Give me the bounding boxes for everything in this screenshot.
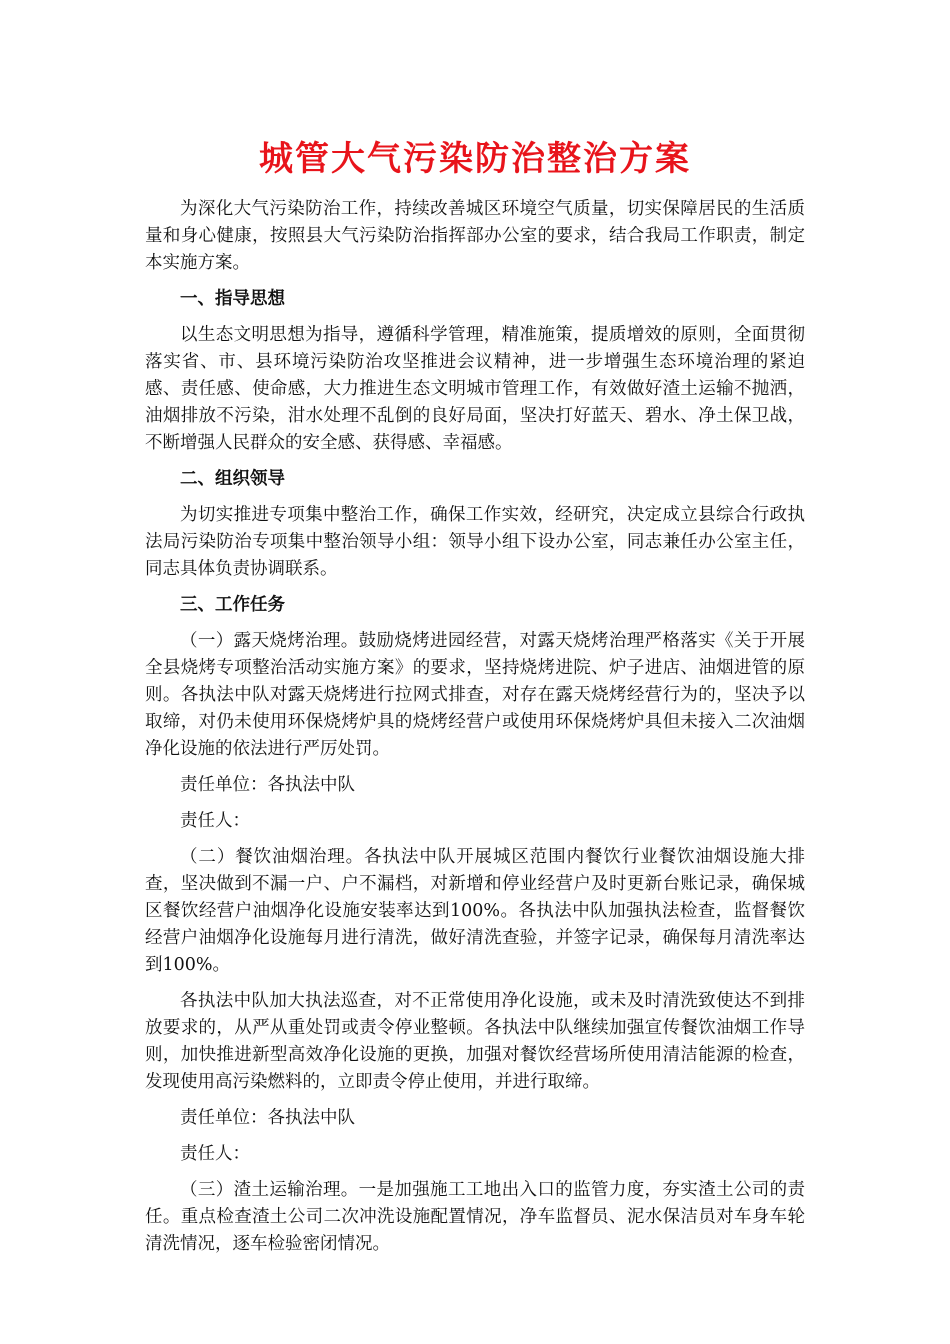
organization-paragraph: 为切实推进专项集中整治工作，确保工作实效，经研究，决定成立县综合行政执法局污染防治专项集中整治领导小组：领导小组下设办公室，同志兼任办公室主任，同志具体负责协调联系。	[145, 505, 805, 579]
guiding-ideology-paragraph: 以生态文明思想为指导，遵循科学管理，精准施策，提质增效的原则，全面贯彻落实省、市、县环境污染防治攻坚推进会议精神，进一步增强生态环境治理的紧迫感、责任感、使命感，大力推进生态文明城市管理工作，有效做好渣土运输不抛洒，油烟排放不污染，泔水处理不乱倒的良好局面，坚决打好蓝天、碧水、净土保卫战，不断增强人民群众的安全感、获得感、幸福感。	[145, 325, 805, 453]
task-bbq-paragraph: （一）露天烧烤治理。鼓励烧烤进园经营，对露天烧烤治理严格落实《关于开展全县烧烤专项整治活动实施方案》的要求，坚持烧烤进院、炉子进店、油烟进管的原则。各执法中队对露天烧烤进行拉网式排查，对存在露天烧烤经营行为的，坚决予以取缔，对仍未使用环保烧烤炉具的烧烤经营户或使用环保烧烤炉具但未接入二次油烟净化设施的依法进行严厉处罚。	[145, 631, 805, 759]
responsible-person-line: 责任人：	[180, 811, 250, 831]
task-catering-paragraph: （二）餐饮油烟治理。各执法中队开展城区范围内餐饮行业餐饮油烟设施大排查，坚决做到不漏一户、户不漏档，对新增和停业经营户及时更新台账记录，确保城区餐饮经营户油烟净化设施安装率达到100%。各执法中队加强执法检查，监督餐饮经营户油烟净化设施每月进行清洗，做好清洗查验，并签字记录，确保每月清洗率达到100%。	[145, 847, 805, 975]
responsible-unit-line: 责任单位：各执法中队	[180, 775, 355, 795]
responsible-person-line: 责任人：	[180, 1144, 250, 1164]
section-heading-guiding-ideology: 一、指导思想	[180, 289, 285, 309]
catering-enforcement-paragraph: 各执法中队加大执法巡查，对不正常使用净化设施，或未及时清洗致使达不到排放要求的，从严从重处罚或责令停业整顿。各执法中队继续加强宣传餐饮油烟工作导则，加快推进新型高效净化设施的更换，加强对餐饮经营场所使用清洁能源的检查，发现使用高污染燃料的，立即责令停止使用，并进行取缔。	[145, 991, 805, 1092]
section-heading-organization: 二、组织领导	[180, 469, 285, 489]
task-muck-transport-paragraph: （三）渣土运输治理。一是加强施工工地出入口的监管力度，夯实渣土公司的责任。重点检查渣土公司二次冲洗设施配置情况，净车监督员、泥水保洁员对车身车轮清洗情况，逐车检验密闭情况。	[145, 1180, 805, 1254]
responsible-unit-line: 责任单位：各执法中队	[180, 1108, 355, 1128]
document-title: 城管大气污染防治整治方案	[259, 139, 691, 179]
intro-paragraph: 为深化大气污染防治工作，持续改善城区环境空气质量，切实保障居民的生活质量和身心健康，按照县大气污染防治指挥部办公室的要求，结合我局工作职责，制定本实施方案。	[145, 199, 805, 273]
section-heading-tasks: 三、工作任务	[180, 595, 285, 615]
